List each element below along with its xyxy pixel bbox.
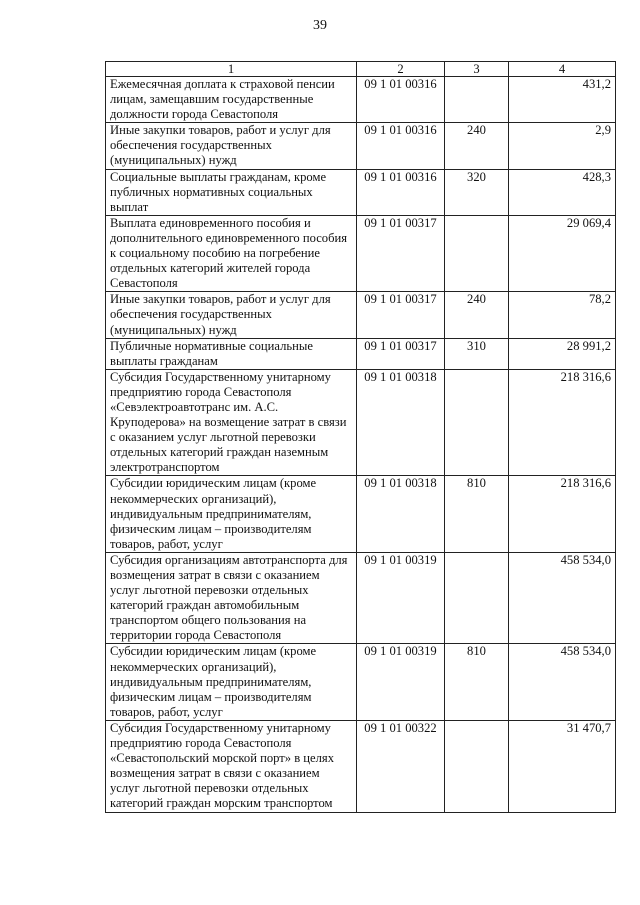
row-name: Субсидии юридическим лицам (кроме некоммерческих организаций), индивидуальным предпринимателям, физическим лицам – производителям товаров, работ, услуг [106,644,357,720]
row-amount: 218 316,6 [509,476,616,552]
column-header-3: 3 [445,62,509,77]
row-amount: 218 316,6 [509,369,616,476]
row-kind: 310 [445,338,509,369]
row-code: 09 1 01 00319 [357,552,445,644]
column-header-1: 1 [106,62,357,77]
row-name: Ежемесячная доплата к страховой пенсии лицам, замещавшим государственные должности города Севастополя [106,77,357,123]
row-amount: 29 069,4 [509,215,616,291]
row-name: Субсидия Государственному унитарному предприятию города Севастополя «Севастопольский морской порт» в целях возмещения затрат в связи с оказанием услуг льготной перевозки отдельных категорий граждан морским транспортом [106,720,357,812]
row-code: 09 1 01 00316 [357,169,445,215]
row-kind: 320 [445,169,509,215]
row-amount: 431,2 [509,77,616,123]
row-name: Иные закупки товаров, работ и услуг для обеспечения государственных (муниципальных) нужд [106,123,357,169]
header-row [106,62,616,77]
budget-table [105,61,616,813]
row-code: 09 1 01 00317 [357,292,445,338]
table-row [106,169,616,215]
table-row [106,369,616,476]
row-code: 09 1 01 00317 [357,215,445,291]
row-amount: 28 991,2 [509,338,616,369]
table-row [106,644,616,720]
row-name: Публичные нормативные социальные выплаты гражданам [106,338,357,369]
row-amount: 2,9 [509,123,616,169]
page-number: 39 [313,18,327,33]
table-row [106,476,616,552]
row-name: Субсидии юридическим лицам (кроме некоммерческих организаций), индивидуальным предпринимателям, физическим лицам – производителям товаров, работ, услуг [106,476,357,552]
row-kind [445,369,509,476]
row-kind: 810 [445,644,509,720]
row-kind: 810 [445,476,509,552]
row-amount: 78,2 [509,292,616,338]
row-kind [445,215,509,291]
row-kind: 240 [445,123,509,169]
table-row [106,123,616,169]
row-kind [445,720,509,812]
table-row [106,292,616,338]
row-name: Иные закупки товаров, работ и услуг для обеспечения государственных (муниципальных) нужд [106,292,357,338]
row-code: 09 1 01 00317 [357,338,445,369]
row-kind [445,77,509,123]
row-name: Выплата единовременного пособия и дополнительного единовременного пособия к социальному пособию на погребение отдельных категорий жителей города Севастополя [106,215,357,291]
table-row [106,215,616,291]
row-kind: 240 [445,292,509,338]
row-name: Субсидия организациям автотранспорта для возмещения затрат в связи с оказанием услуг льготной перевозки отдельных категорий граждан автомобильным транспортом общего пользования на территории города Севастополя [106,552,357,644]
table-row [106,720,616,812]
table-row [106,552,616,644]
row-code: 09 1 01 00318 [357,476,445,552]
row-code: 09 1 01 00319 [357,644,445,720]
row-amount: 31 470,7 [509,720,616,812]
table-body [106,77,616,813]
column-header-2: 2 [357,62,445,77]
row-amount: 428,3 [509,169,616,215]
row-code: 09 1 01 00316 [357,77,445,123]
table-row [106,338,616,369]
row-code: 09 1 01 00318 [357,369,445,476]
table-row [106,77,616,123]
row-code: 09 1 01 00322 [357,720,445,812]
row-amount: 458 534,0 [509,552,616,644]
row-kind [445,552,509,644]
column-header-4: 4 [509,62,616,77]
row-code: 09 1 01 00316 [357,123,445,169]
table-header [106,62,616,77]
row-name: Социальные выплаты гражданам, кроме публичных нормативных социальных выплат [106,169,357,215]
row-amount: 458 534,0 [509,644,616,720]
row-name: Субсидия Государственному унитарному предприятию города Севастополя «Севэлектроавтотранс им. А.С. Круподерова» на возмещение затрат в связи с оказанием услуг льготной перевозки отдельных категорий граждан наземным электротранспортом [106,369,357,476]
